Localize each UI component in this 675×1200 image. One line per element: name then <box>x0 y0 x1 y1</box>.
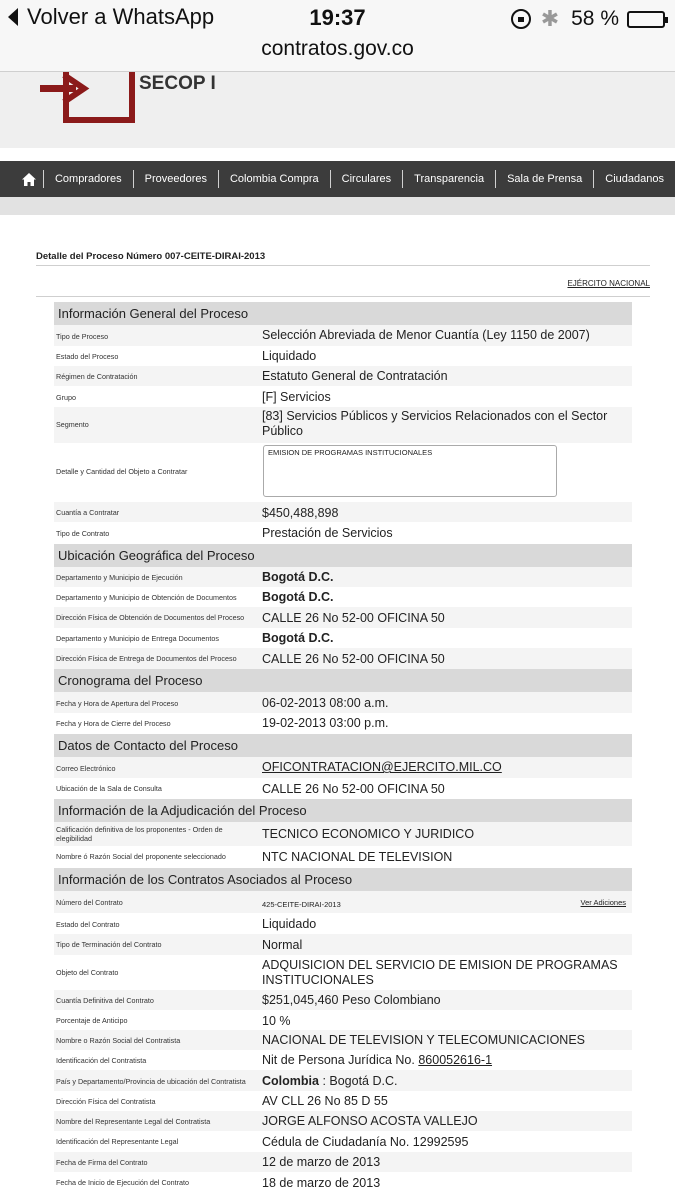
section-adjudicacion-title: Información de la Adjudicación del Proceso <box>54 799 632 822</box>
ver-adiciones-link[interactable]: Ver Adiciones <box>580 898 626 907</box>
section-contacto-title: Datos de Contacto del Proceso <box>54 734 632 757</box>
field-identificacion-contratista <box>54 1050 632 1070</box>
home-icon <box>22 173 36 186</box>
back-to-app-button[interactable] <box>8 4 214 30</box>
field-label: Nombre del Representante Legal del Contratista <box>56 1117 211 1126</box>
entity-name[interactable]: EJÉRCITO NACIONAL <box>567 279 650 288</box>
field-value: 10 % <box>262 1014 291 1028</box>
field-sala-consulta <box>54 778 632 799</box>
address-bar-url[interactable]: contratos.gov.co <box>261 37 414 60</box>
field-label: Cuantía Definitiva del Contrato <box>56 996 154 1005</box>
field-label: Ubicación de la Sala de Consulta <box>56 784 162 793</box>
field-depto-entrega <box>54 628 632 648</box>
field-tipo-proceso <box>54 325 632 346</box>
field-value: AV CLL 26 No 85 D 55 <box>262 1094 388 1108</box>
nav-proveedores[interactable]: Proveedores <box>133 170 218 188</box>
field-depto-obtencion <box>54 587 632 607</box>
field-dir-obtencion <box>54 607 632 628</box>
field-label: Departamento y Municipio de Obtención de Documentos <box>56 593 237 602</box>
rotation-lock-icon <box>511 9 531 29</box>
section-cronograma-title: Cronograma del Proceso <box>54 669 632 692</box>
field-label: País y Departamento/Provincia de ubicación del Contratista <box>56 1077 246 1086</box>
field-value: 12 de marzo de 2013 <box>262 1155 381 1169</box>
field-direccion-contratista <box>54 1091 632 1111</box>
battery-icon <box>627 11 665 28</box>
field-depto-ejecucion <box>54 567 632 587</box>
nav-transparencia[interactable]: Transparencia <box>402 170 495 188</box>
nit-link[interactable]: 860052616-1 <box>418 1053 493 1067</box>
field-label: Dirección Física de Obtención de Documentos del Proceso <box>56 613 245 622</box>
field-correo <box>54 757 632 778</box>
field-label: Departamento y Municipio de Ejecución <box>56 573 183 582</box>
field-label: Estado del Contrato <box>56 920 120 929</box>
field-label: Estado del Proceso <box>56 352 119 361</box>
field-objeto-contrato <box>54 955 632 990</box>
site-title: SECOP I <box>139 73 216 94</box>
section-general-title: Información General del Proceso <box>54 302 632 325</box>
field-value: JORGE ALFONSO ACOSTA VALLEJO <box>262 1114 478 1128</box>
battery-percent: 58 % <box>571 7 619 30</box>
field-representante <box>54 1111 632 1131</box>
field-value: $450,488,898 <box>262 506 339 520</box>
field-label: Porcentaje de Anticipo <box>56 1016 128 1025</box>
field-detalle-objeto <box>54 443 632 501</box>
field-value: NTC NACIONAL DE TELEVISION <box>262 850 453 864</box>
entity-link[interactable] <box>36 279 650 297</box>
field-label: Régimen de Contratación <box>56 372 138 381</box>
field-label: Dirección Física de Entrega de Documentos del Proceso <box>56 654 237 663</box>
field-value: Prestación de Servicios <box>262 526 393 540</box>
field-value: Bogotá D.C. <box>262 570 334 584</box>
nav-colombia-compra[interactable]: Colombia Compra <box>218 170 330 188</box>
field-tipo-contrato <box>54 522 632 543</box>
field-label: Cuantía a Contratar <box>56 508 120 517</box>
field-cuantia <box>54 502 632 522</box>
field-id-representante <box>54 1131 632 1152</box>
field-regimen <box>54 366 632 386</box>
field-value: CALLE 26 No 52-00 OFICINA 50 <box>262 611 445 625</box>
field-value: Liquidado <box>262 917 317 931</box>
field-value: Estatuto General de Contratación <box>262 369 448 383</box>
field-value: 06-02-2013 08:00 a.m. <box>262 696 389 710</box>
field-label: Departamento y Municipio de Entrega Documentos <box>56 634 220 643</box>
objeto-textarea[interactable]: EMISION DE PROGRAMAS INSTITUCIONALES <box>263 445 557 497</box>
field-pais-contratista <box>54 1070 632 1091</box>
field-value: CALLE 26 No 52-00 OFICINA 50 <box>262 782 445 796</box>
email-link[interactable] <box>262 760 622 775</box>
field-label: Segmento <box>56 420 89 429</box>
nav-shadow-strip <box>0 197 675 215</box>
country-value: Colombia <box>262 1074 319 1088</box>
field-numero-contrato <box>54 891 632 913</box>
id-prefix: Nit de Persona Jurídica No. <box>262 1053 415 1067</box>
field-value: 19-02-2013 03:00 p.m. <box>262 716 389 730</box>
field-value: Selección Abreviada de Menor Cuantía (Ley 1150 de 2007) <box>262 328 590 342</box>
field-value: Liquidado <box>262 349 317 363</box>
clock: 19:37 <box>309 5 366 30</box>
field-label: Correo Electrónico <box>56 764 116 773</box>
field-grupo <box>54 386 632 407</box>
field-segmento <box>54 407 632 443</box>
field-label: Calificación definitiva de los proponentes - Orden de elegibilidad <box>56 825 223 843</box>
field-anticipo <box>54 1010 632 1030</box>
field-estado-contrato <box>54 913 632 934</box>
bluetooth-icon: ✱ <box>540 6 560 31</box>
field-fecha-inicio <box>54 1172 632 1193</box>
field-label: Nombre o Razón Social del Contratista <box>56 1036 181 1045</box>
section-contratos-title: Información de los Contratos Asociados al Proceso <box>54 868 632 891</box>
field-value: Cédula de Ciudadanía No. 12992595 <box>262 1135 469 1149</box>
email-value[interactable]: OFICONTRATACION@EJERCITO.MIL.CO <box>262 760 502 774</box>
field-value: Bogotá D.C. <box>262 631 334 645</box>
field-value: [F] Servicios <box>262 390 331 404</box>
home-button[interactable] <box>22 161 37 197</box>
field-label: Objeto del Contrato <box>56 968 119 977</box>
field-label: Tipo de Contrato <box>56 529 110 538</box>
field-label: Identificación del Contratista <box>56 1056 147 1065</box>
field-label: Dirección Física del Contratista <box>56 1097 156 1106</box>
secop-logo-icon <box>40 72 135 126</box>
field-value: 425-CEITE-DIRAI-2013 <box>262 900 341 909</box>
field-cuantia-definitiva <box>54 990 632 1010</box>
site-header <box>0 72 675 148</box>
main-nav <box>0 161 675 197</box>
field-label: Fecha y Hora de Apertura del Proceso <box>56 699 179 708</box>
section-ubicacion-title: Ubicación Geográfica del Proceso <box>54 544 632 567</box>
field-label: Identificación del Representante Legal <box>56 1137 179 1146</box>
nav-sala-de-prensa[interactable]: Sala de Prensa <box>495 170 593 188</box>
field-proponente <box>54 846 632 867</box>
field-value: NACIONAL DE TELEVISION Y TELECOMUNICACIONES <box>262 1033 586 1047</box>
field-value: CALLE 26 No 52-00 OFICINA 50 <box>262 652 445 666</box>
nav-circulares[interactable]: Circulares <box>330 170 403 188</box>
field-fecha-firma <box>54 1152 632 1172</box>
nav-compradores[interactable]: Compradores <box>43 170 133 188</box>
field-value: [83] Servicios Públicos y Servicios Relacionados con el Sector Público <box>262 409 608 438</box>
field-fecha-apertura <box>54 692 632 713</box>
field-label: Nombre ó Razón Social del proponente seleccionado <box>56 852 226 861</box>
field-value: TECNICO ECONOMICO Y JURIDICO <box>262 827 475 841</box>
field-label: Tipo de Terminación del Contrato <box>56 940 162 949</box>
field-label: Fecha de Inicio de Ejecución del Contrato <box>56 1178 190 1187</box>
field-value: 18 de marzo de 2013 <box>262 1176 381 1190</box>
field-contratista <box>54 1030 632 1050</box>
field-value: Normal <box>262 938 303 952</box>
back-arrow-icon <box>8 8 18 26</box>
field-label: Tipo de Proceso <box>56 332 109 341</box>
page-title: Detalle del Proceso Número 007-CEITE-DIRAI-2013 <box>36 251 650 266</box>
field-value: $251,045,460 Peso Colombiano <box>262 993 441 1007</box>
region-value: : Bogotá D.C. <box>322 1074 398 1088</box>
field-estado-proceso <box>54 346 632 366</box>
field-value: ADQUISICION DEL SERVICIO DE EMISION DE PROGRAMAS INSTITUCIONALES <box>262 958 618 987</box>
field-value: Bogotá D.C. <box>262 590 334 604</box>
back-label: Volver a WhatsApp <box>27 4 215 29</box>
browser-status-bar <box>0 0 675 72</box>
field-fecha-cierre <box>54 713 632 734</box>
field-label: Grupo <box>56 393 76 402</box>
field-label: Detalle y Cantidad del Objeto a Contratar <box>56 467 188 476</box>
field-label: Fecha y Hora de Cierre del Proceso <box>56 719 171 728</box>
field-label: Número del Contrato <box>56 898 123 907</box>
field-calificacion <box>54 822 632 846</box>
field-dir-entrega <box>54 648 632 669</box>
nav-ciudadanos[interactable]: Ciudadanos <box>593 170 675 188</box>
field-terminacion <box>54 934 632 955</box>
field-label: Fecha de Firma del Contrato <box>56 1158 148 1167</box>
